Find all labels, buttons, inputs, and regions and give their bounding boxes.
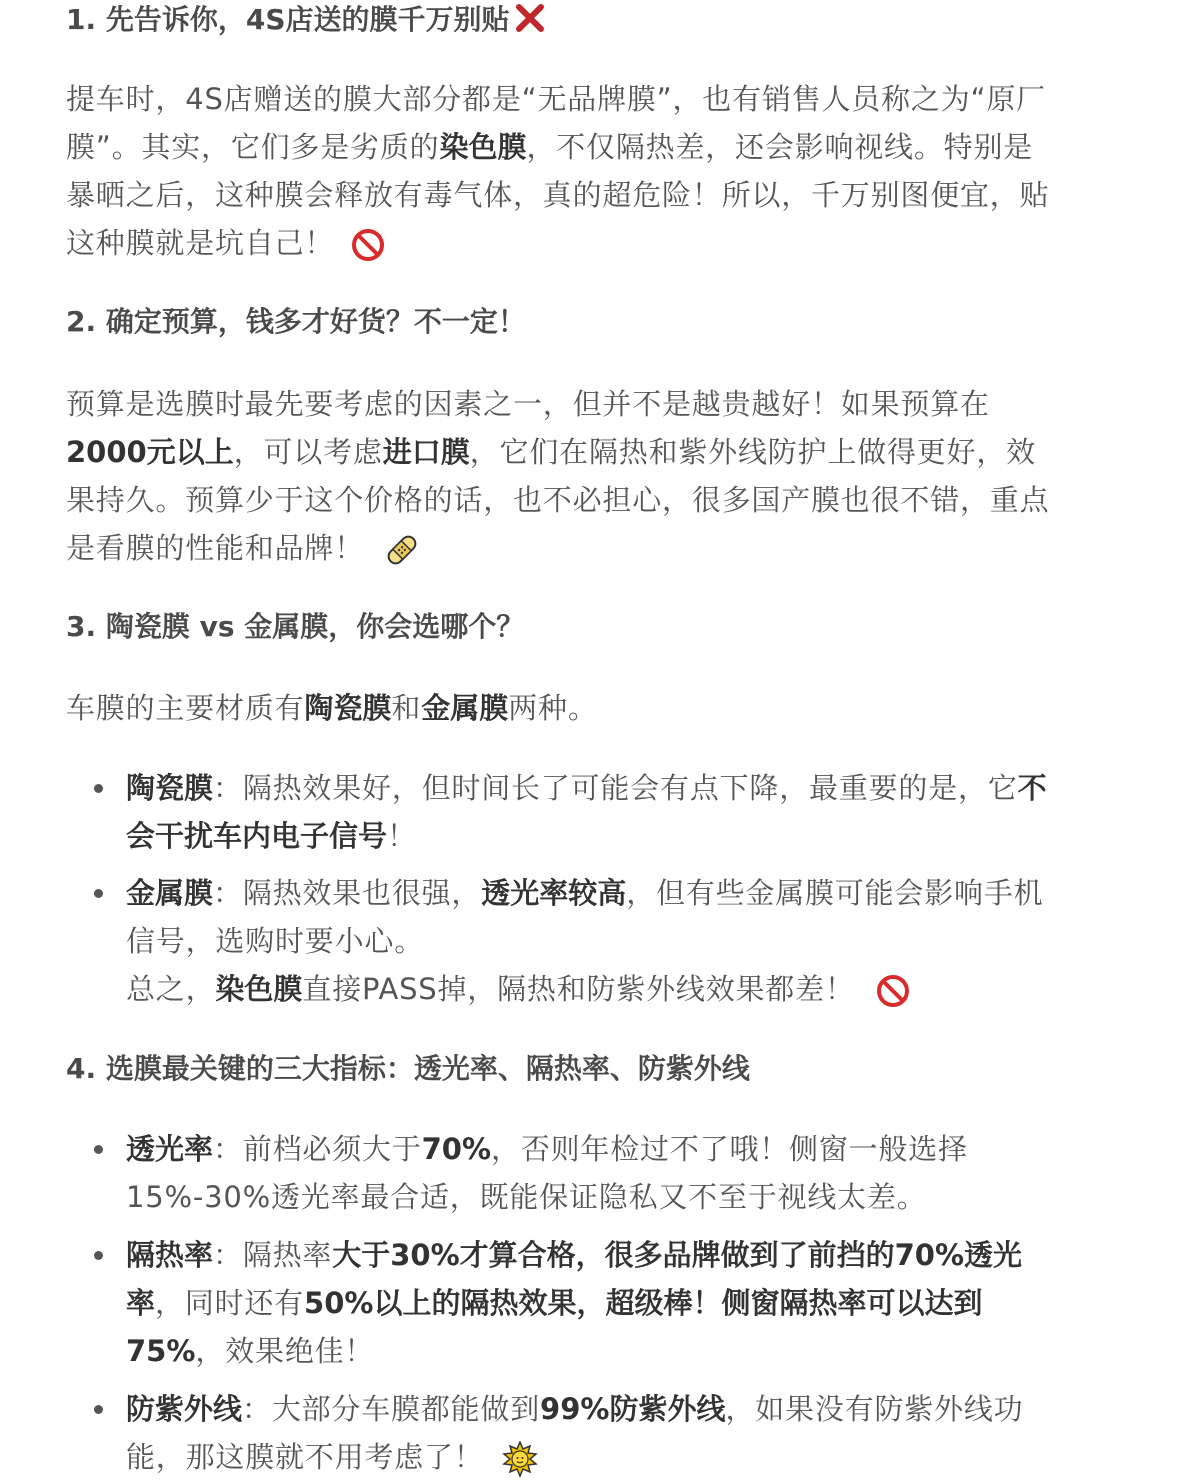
section-2-line-2: 2000元以上，可以考虑进口膜，它们在隔热和紫外线防护上做得更好，效 (66, 435, 1036, 469)
section-1-heading: 1. 先告诉你，4S店送的膜千万别贴 (66, 0, 546, 40)
section-1-line-1: 提车时，4S店赠送的膜大部分都是“无品牌膜”，也有销售人员称之为“原厂 (66, 82, 1046, 116)
section-1-line-3: 暴晒之后，这种膜会释放有毒气体，真的超危险！所以，千万别图便宜，贴 (66, 178, 1050, 212)
ceramic-item-line-2: 会干扰车内电子信号！ (126, 819, 417, 853)
prohibited-icon (350, 227, 386, 263)
section-1-line-2: 膜”。其实，它们多是劣质的染色膜，不仅隔热差，还会影响视线。特别是 (66, 130, 1034, 164)
cross-mark-icon (514, 2, 546, 34)
transmittance-item-line-2: 15%-30%透光率最合适，既能保证隐私又不至于视线太差。 (126, 1180, 927, 1214)
section-2-line-4: 是看膜的性能和品牌！ (66, 524, 420, 572)
list-bullet (94, 1145, 103, 1154)
metal-item-line-2: 信号，选购时要小心。 (126, 924, 425, 958)
list-bullet (94, 1251, 103, 1260)
transmittance-item-line-1: 透光率：前档必须大于70%，否则年检过不了哦！侧窗一般选择 (126, 1132, 968, 1166)
heat-rejection-item-line-2: 率，同时还有50%以上的隔热效果，超级棒！侧窗隔热率可以达到 (126, 1286, 983, 1320)
heat-rejection-item-line-3: 75%，效果绝佳！ (126, 1334, 375, 1368)
list-bullet (94, 784, 103, 793)
section-1-line-4: 这种膜就是坑自己！ (66, 219, 386, 267)
section-3-heading: 3. 陶瓷膜 vs 金属膜，你会选哪个？ (66, 610, 525, 643)
list-bullet (94, 889, 103, 898)
section-3-intro: 车膜的主要材质有陶瓷膜和金属膜两种。 (66, 691, 598, 725)
sun-icon (502, 1441, 538, 1477)
uv-item-line-2: 能，那这膜就不用考虑了！ (126, 1433, 538, 1481)
metal-item-line-3: 总之，染色膜直接PASS掉，隔热和防紫外线效果都差！ (126, 965, 911, 1013)
ceramic-item-line-1: 陶瓷膜：隔热效果好，但时间长了可能会有点下降，最重要的是，它不 (126, 771, 1047, 805)
prohibited-icon (875, 973, 911, 1009)
metal-item-line-1: 金属膜：隔热效果也很强，透光率较高，但有些金属膜可能会影响手机 (126, 876, 1044, 910)
uv-item-line-1: 防紫外线：大部分车膜都能做到99%防紫外线，如果没有防紫外线功 (126, 1392, 1024, 1426)
section-2-heading: 2. 确定预算，钱多才好货？不一定！ (66, 305, 526, 338)
section-4-heading: 4. 选膜最关键的三大指标：透光率、隔热率、防紫外线 (66, 1052, 750, 1085)
section-2-line-3: 果持久。预算少于这个价格的话，也不必担心，很多国产膜也很不错，重点 (66, 483, 1050, 517)
heat-rejection-item-line-1: 隔热率：隔热率大于30%才算合格，很多品牌做到了前挡的70%透光 (126, 1238, 1023, 1272)
section-2-line-1: 预算是选膜时最先要考虑的因素之一，但并不是越贵越好！如果预算在 (66, 387, 990, 421)
list-bullet (94, 1405, 103, 1414)
bandage-icon (384, 532, 420, 568)
